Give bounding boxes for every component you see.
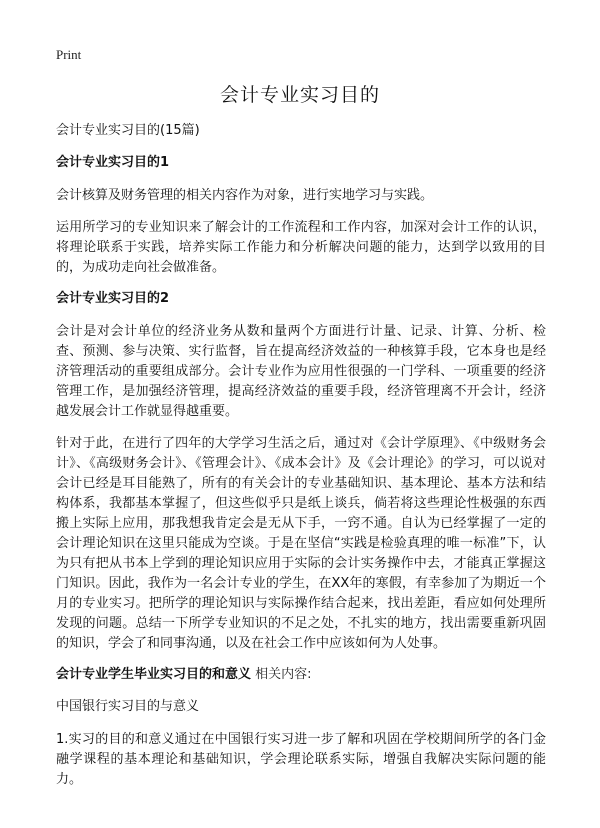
- paragraph: 针对于此，在进行了四年的大学学习生活之后，通过对《会计学原理》、《中级财务会计》、《高级财务会计》、《管理会计》、《成本会计》及《会计理论》的学习，可以说对会计已经是耳目能熟了，所有的有关会计的专业基础知识、基本理论、基本方法和结构体系，我都基本掌握了，但这些似乎只是纸上谈兵，倘若将这些理论性极强的东西搬上实际上应用，那我想我肯定会是无从下手，一窍不通。自认为已经掌握了一定的会计理论知识在这里只能成为空谈。于是在坚信“实践是检验真理的唯一标准”下，认为只有把从书本上学到的理论知识应用于实际的会计实务操作中去，才能真正掌握这门知识。因此，我作为一名会计专业的学生，在XX年的寒假，有幸参加了为期近一个月的专业实习。把所学的理论知识与实际操作结合起来，找出差距，看应如何处理所发现的问题。总结一下所学专业知识的不足之处，不扎实的地方，找出需要重新巩固的知识，学会了和同事沟通，以及在社会工作中应该如何为人处事。: [56, 436, 546, 651]
- related-heading-suffix: 相关内容:: [251, 667, 312, 682]
- section-heading: 会计专业实习目的1: [56, 155, 170, 170]
- page-title: 会计专业实习目的: [219, 84, 380, 106]
- paragraph: 会计是对会计单位的经济业务从数和量两个方面进行计量、记录、计算、分析、检查、预测、参与决策、实行监督，旨在提高经济效益的一种核算手段，它本身也是经济管理活动的重要组成部分。会计专业作为应用性很强的一门学科、一项重要的经济管理工作，是加强经济管理，提高经济效益的重要手段，经济管理离不开会计，经济越发展会计工作就显得越重要。: [56, 324, 546, 419]
- print-link[interactable]: Print: [56, 47, 82, 62]
- section-1: [56, 154, 546, 278]
- related-item-title: 中国银行实习目的与意义: [56, 699, 200, 714]
- document-subtitle: 会计专业实习目的(15篇): [56, 123, 200, 138]
- related-heading: [56, 666, 546, 684]
- section-heading: 会计专业实习目的2: [56, 291, 170, 306]
- section-2: [56, 290, 546, 654]
- related-heading-title: 会计专业学生毕业实习目的和意义: [56, 667, 252, 682]
- paragraph: 运用所学习的专业知识来了解会计的工作流程和工作内容，加深对会计工作的认识，将理论联系于实践，培养实际工作能力和分析解决问题的能力，达到学以致用的目的，为成功走向社会做准备。: [56, 220, 546, 275]
- document-content: [56, 122, 546, 802]
- related-paragraph: 1.实习的目的和意义通过在中国银行实习进一步了解和巩固在学校期间所学的各门金融学课程的基本理论和基础知识，学会理论联系实际，增强自我解决实际问题的能力。: [56, 732, 546, 787]
- related-section: [56, 666, 546, 790]
- paragraph: 会计核算及财务管理的相关内容作为对象，进行实地学习与实践。: [56, 188, 434, 203]
